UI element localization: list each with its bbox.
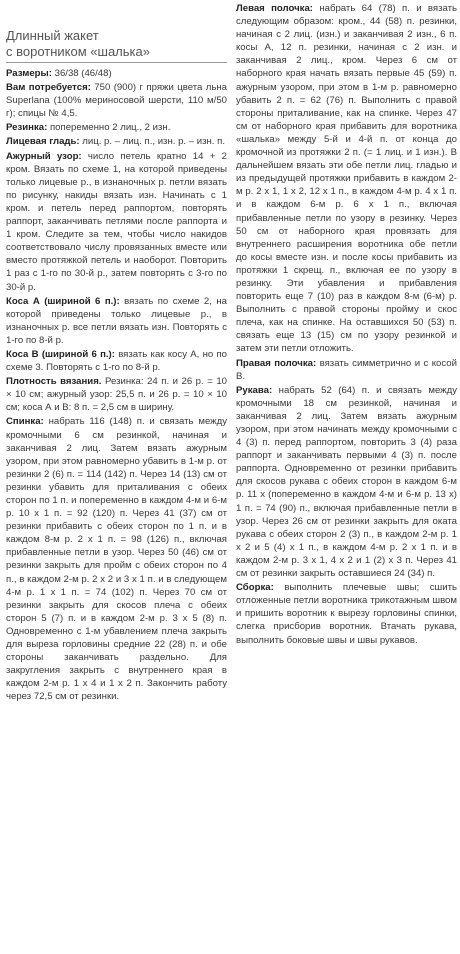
section-heading: Рукава:: [236, 384, 273, 396]
paragraph: [6, 375, 227, 414]
paragraph: [6, 348, 227, 374]
section-text: набрать 64 (78) п. и вязать следующим образом: кром., 44 (58) п. резинки, начиная с 2 лиц. (изн.) и заканчивая 2 изн., 6 п. косы А, 12 п. резинки, начиная с 2 изн. и заканчивая 2 лиц., кром. Через 6 см от наборного края начать вязать первые 45 (59) п. ажурным узором, при этом в 1-м р. равномерно убавить 2 п. = 62 (76) п. Выполнить с правой стороны приталивание, как на спинке. Через 47 см от наборного края прибавить для воротника «шалька» между 5-й и 4-й п. от конца до кромочной из протяжки 2 п. (= 1 лиц. и 1 изн.). В дальнейшем вязать эти обе петли лиц. гладью и из предыдущей протяжки прибавить в каждом 2-м р. 2 х 1, 1 х 2, 12 х 1 п., в каждом 4-м р. 4 х 1 п. и в каждом 6-м р. 6 х 1 п., включая прибавленные петли по узору в резинку. Через 50 см от наборного края провязать для внутреннего расширения воротника обе петли до косы вместе изн. и после косы прибавить из протяжки 1 скрещ. п., включая ее по узору в резинку. Эти убавления и прибавления повторить еще 7 (10) раз в каждом 8-м (6-м) р. Выполнить с правой стороны пройму и скос плеча, как на спинке. На оставшихся 50 (53) п. связать еще 13 (15) см по узору резинкой и затем эти петли отложить.: [236, 3, 457, 355]
title-line-1: Длинный жакет: [6, 28, 99, 43]
paragraph: [236, 581, 457, 646]
section-heading: Размеры:: [6, 68, 52, 79]
section-text: 36/38 (46/48): [51, 68, 112, 79]
section-text: 750 (900) г пряжи цвета льна Superlana (100% мериносовой шерсти, 110 м/50 г); спицы № 4,5.: [6, 82, 227, 120]
section-text: выполнить плечевые швы; сшить отложенные петли воротника трикотажным швом и пришить воротник к вырезу горловины спинки, слегка присборив воротник. Втачать рукава, выполнить боковые швы и швы рукавов.: [236, 582, 457, 646]
title-line-2: с воротником «шалька»: [6, 44, 150, 59]
paragraph: [236, 357, 457, 383]
paragraph: [6, 81, 227, 120]
section-heading: Коса В (шириной 6 п.):: [6, 348, 115, 360]
section-heading: Спинка:: [6, 416, 44, 428]
paragraph: [6, 121, 227, 134]
paragraph: [6, 295, 227, 347]
paragraph: [236, 2, 457, 356]
paragraph: [6, 150, 227, 294]
section-text: попеременно 2 лиц., 2 изн.: [47, 122, 171, 134]
right-column: [236, 2, 457, 648]
section-heading: Плотность вязания.: [6, 376, 102, 388]
section-heading: Правая полочка:: [236, 357, 317, 369]
section-text: вязать как косу А, но по схеме 3. Повторять с 1-го по 8-й р.: [6, 348, 227, 374]
section-text: Резинка: 24 п. и 26 р. = 10 × 10 см; ажурный узор: 25,5 п. и 26 р. = 10 × 10 см; коса А и В: 8 п. = 2,5 см в ширину.: [6, 376, 227, 414]
paragraph: [6, 135, 227, 148]
paragraph: [6, 415, 227, 703]
section-text: набрать 116 (148) п. и связать между кромочными 6 см резинкой, начиная и заканчивая 2 лиц. Затем вязать ажурным узором, при этом равномерно убавить в 1-м р. от резинки 2 (6) п. = 114 (142) п. Через 14 (13) см от резинки убавить для приталивания с обеих сторон по 1 п. и попеременно в каждом 4-м и 6-м р. 10 х 1 п. = 92 (120) п. Через 41 (37) см от резинки прибавить с обеих сторон по 1 п. и в каждом 8-м р. 2 х 1 п. = 98 (126) п., включая прибавленные петли в узор. Через 50 (46) см от резинки закрыть для пройм с обеих сторон по 4 п., в каждом 2-м р. 2 х 2 и 3 х 1 п. и в следующем 4-м р. 1 х 1 п. = 74 (102) п. Через 70 см от резинки закрыть для скосов плеча с обеих сторон 5 (7) п. и в каждом 2-м р. 3 х 5 (8) п. Одновременно с 1-м убавлением плеча закрыть для выреза горловины средние 22 (28) п. и обе стороны заканчивать раздельно. Для закругления закрыть с внутреннего края в каждом 2-м р. 1 х 4 и 1 х 2 п. Закончить работу через 72,5 см от резинки.: [6, 416, 227, 703]
section-text: вязать по схеме 2, на которой приведены только лицевые р., в изнаночных р. все петли вязать изн. Повторять с 1-го по 8-й р.: [6, 295, 227, 346]
section-heading: Сборка:: [236, 582, 274, 594]
section-heading: Вам потребуется:: [6, 82, 91, 94]
left-column: [6, 2, 227, 705]
section-text: вязать симметрично и с косой В.: [236, 357, 457, 382]
section-heading: Ажурный узор:: [6, 150, 82, 162]
right-paragraphs: [236, 2, 457, 647]
section-heading: Резинка:: [6, 122, 48, 134]
paragraph: [236, 384, 457, 580]
paragraph: [6, 67, 227, 80]
section-heading: Лицевая гладь:: [6, 136, 80, 148]
section-heading: Коса А (шириной 6 п.):: [6, 295, 120, 307]
section-text: набрать 52 (64) п. и связать между кромочными 18 см резинкой, начиная и заканчивая 2 лиц. Затем вязать ажурным узором, при этом начинать между кромочными с 4 (3) п. перед раппортом, повторить 3 (4) раза раппорт и заканчивать первыми 4 (3) п. после раппорта. Одновременно от резинки прибавить для скосов рукава с обеих сторон в каждом 6-м р. 11 х (попеременно в каждом 4-м и 6-м р. 13 х) 1 п. = 74 (90) п., включая прибавленные петли в узор. Через 26 см от резинки закрыть для оката рукава с обеих сторон 2 (3) п., в каждом 2-м р. 1 х 2 и 5 (4) х 1 п., в каждом 4-м р. 2 х 1 п. и в каждом 2-м р. 3 х 1, 4 х 2 и 1 (2) х 3 п. Через 41 см от резинки закрыть оставшиеся 24 (34) п.: [236, 384, 457, 580]
section-text: число петель кратно 14 + 2 кром. Вязать по схеме 1, на которой приведены только лицевые р., в изнаночных р. петли вязать по рисунку, накиды вязать изн. Начинать с 1 кром. и петель перед раппортом, повторять раппорт, заканчивать петлями после раппорта и 1 кром. Следите за тем, чтобы число накидов соответствовало числу провязанных вместе или вместо протяжкой петель и наоборот. Повторить 1 раз с 1-го по 30-й р., затем повторять с 3-го по 30-й р.: [6, 150, 227, 293]
section-heading: Левая полочка:: [236, 3, 314, 14]
section-text: лиц. р. – лиц. п., изн. р. – изн. п.: [79, 136, 226, 148]
article-title: [6, 28, 227, 63]
left-paragraphs: [6, 67, 227, 704]
